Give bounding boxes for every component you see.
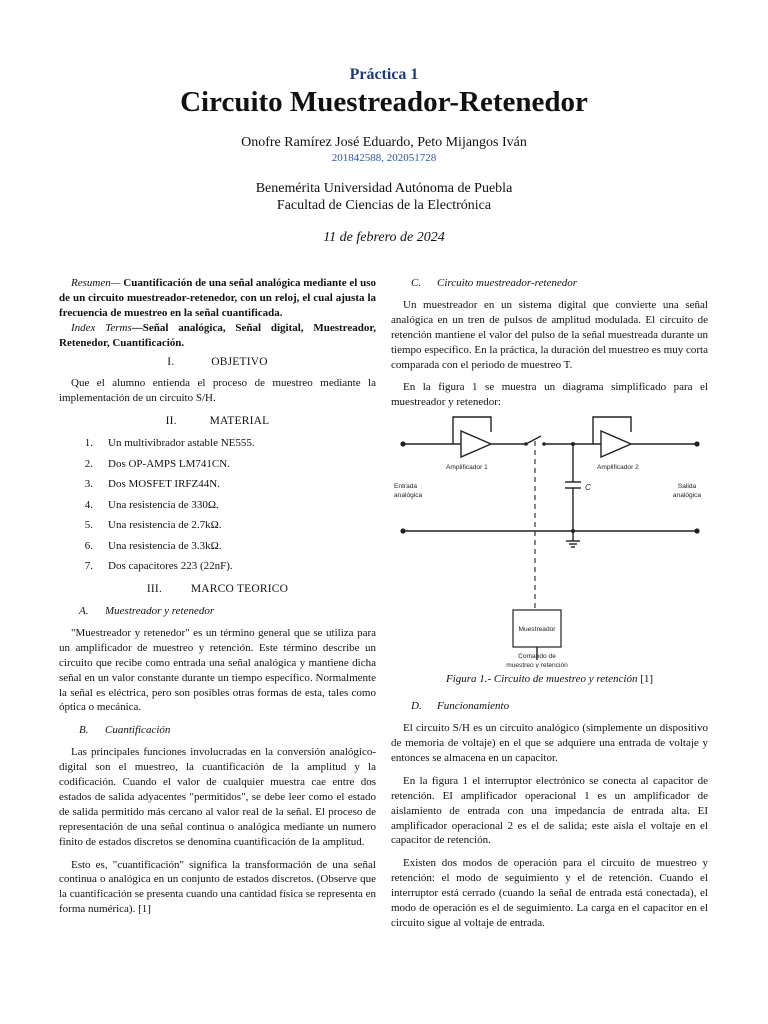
subsection-title: Circuito muestreador-retenedor [437, 277, 578, 289]
figure-caption [391, 672, 708, 687]
list-item-number: 6. [84, 539, 93, 552]
funcionamiento-text-2: En la figura 1 el interruptor electrónico se conecta al capacitor de retención. EI amplificador operacional 1 es un amplificador de aislamiento de entrada con una impedancia de entrada alta. EI amplificador operacional 2 es el de salida; este aísla el voltaje en el capacitor de retención. [391, 774, 708, 847]
list-item-text: Una resistencia de 330Ω. [108, 498, 219, 511]
right-column [391, 276, 708, 939]
list-item [59, 498, 376, 513]
list-item [59, 559, 376, 574]
amp1-label: Amplificador 1 [446, 464, 488, 472]
section-number: III. [146, 583, 163, 596]
amp2-feedback [593, 417, 631, 444]
page-title: Circuito Muestreador-Retenedor [180, 86, 588, 118]
abstract-label: Resumen— [71, 277, 121, 289]
ground-terminal-right [694, 529, 699, 534]
input-label-line2: analógica [394, 492, 423, 500]
list-item-number: 3. [84, 478, 93, 491]
list-item-number: 5. [84, 519, 93, 532]
sampler-label: Muestreador [518, 626, 556, 634]
muestreador-text: "Muestreador y retenedor" es un término general que se utiliza para un amplificador de muestreo y retención. Este término describe un circuito que recibe como entrada una señal analógica y mantiene dicha señal en un valor constante durante un tiempo específico. Normalmente la señal es eléctrica, pero son posibles otras formas de esta, tales como óptica o mecánica. [59, 626, 376, 714]
funcionamiento-text-3: Existen dos modos de operación para el circuito de muestreo y retención: el modo de seguimiento y el de retención. Cuando el interruptor está cerrado (cuando la señal de entrada está conectada), el modo de operación es el de seguimiento. La carga en el capacitor en el circuito sigue al voltaje de entrada. [391, 857, 708, 929]
index-terms [59, 321, 376, 351]
authors: Onofre Ramírez José Eduardo, Peto Mijangos Iván [241, 135, 527, 150]
subsection-title: Funcionamiento [437, 700, 510, 713]
left-column [59, 276, 376, 925]
list-item [59, 477, 376, 492]
funcionamiento-text-1: El circuito S/H es un circuito analógico (simplemente un dispositivo de memoria de voltaje) en el que se adquiere una entrada de voltaje y entonces se almacena en un capacitor. [391, 722, 708, 764]
output-label-line1: Salida [677, 483, 697, 491]
list-item-number: 1. [84, 437, 93, 450]
list-item [59, 436, 376, 451]
output-terminal [694, 442, 699, 447]
ground-node [571, 529, 575, 533]
amp2-label: Amplificador 2 [597, 464, 639, 472]
switch-contact [542, 442, 546, 446]
list-item-text: Dos capacitores 223 (22nF). [108, 560, 233, 573]
subsection-number: D. [411, 700, 422, 713]
figure-1 [391, 414, 708, 668]
list-item [59, 518, 376, 533]
subsection-number: A. [79, 604, 89, 617]
index-terms-label: Index Terms [71, 321, 132, 334]
capacitor-label: C [585, 483, 591, 493]
section-title: MARCO TEORICO [190, 583, 289, 596]
subsection-title: Cuantificación [105, 724, 171, 737]
cuantificacion-text-2: Esto es, "cuantificación" significa la transformación de una señal continua o analógica en un conjunto de estados discretos. (Observe que la cuantificación se presenta cuando una cantidad física se representa en forma numérica). [1] [59, 858, 377, 916]
capacitor-node [571, 442, 575, 446]
caption-reference: [1] [637, 673, 654, 686]
cuantificacion-text-1: Las principales funciones involucradas en la conversión analógico-digital son el muestreo, la cuantificación de la amplitud y la codificación. Cuando el valor de cualquier muestra cae entre dos estados de salida adyacentes "permitidos", se debe leer como el estado de salida permitido más cercano al valor real de la señal. El proceso de representación de una señal continua o analógica mediante un numero finito de estados discretos se denomina cuantificación de la amplitud. [59, 746, 376, 848]
subsection-b-heading [59, 723, 376, 738]
subsection-title: Muestreador y retenedor [105, 604, 215, 617]
caption-text: Figura 1.- Circuito de muestreo y retención [445, 673, 638, 686]
output-label-line2: analógica [672, 492, 702, 500]
amp2-symbol [601, 431, 631, 457]
material-list [59, 436, 376, 574]
input-label-line1: Entrada [394, 483, 418, 491]
subsection-number: B. [79, 724, 89, 737]
institution: Benemérita Universidad Autónoma de Puebla [255, 181, 513, 196]
section-title: MATERIAL [209, 415, 270, 428]
list-item-text: Dos OP-AMPS LM741CN. [108, 457, 230, 470]
section-objetivo-heading [59, 355, 376, 370]
practice-number: Práctica 1 [349, 66, 419, 83]
list-item-text: Una resistencia de 2.7kΩ. [108, 519, 222, 532]
section-number: I. [167, 355, 175, 368]
ground-terminal-left [400, 529, 405, 534]
subsection-a-heading [59, 604, 376, 619]
objetivo-text: Que el alumno entienda el proceso de muestreo mediante la implementación de un circuito S/H. [59, 377, 376, 405]
list-item-number: 7. [84, 560, 93, 573]
section-material-heading [59, 414, 376, 429]
input-terminal [400, 442, 405, 447]
circuito-text-1: Un muestreador en un sistema digital que convierte una señal analógica en un tren de pulsos de amplitud modulada. El circuito de retención mantiene el valor del pulso de la señal muestreada durante un tiempo específico. En la práctica, la duración del muestreo es muy corta comparada con el periodo de muestreo T. [391, 298, 708, 371]
list-item-number: 4. [84, 498, 93, 511]
amp1-symbol [461, 431, 491, 457]
list-item-text: Un multivibrador astable NE555. [108, 437, 255, 450]
list-item [59, 457, 376, 472]
date: 11 de febrero de 2024 [323, 230, 445, 245]
switch-pivot [524, 442, 528, 446]
list-item-number: 2. [84, 457, 93, 470]
abstract [59, 276, 376, 321]
command-label-line1: Comando de [518, 653, 556, 661]
section-marco-heading [59, 582, 376, 597]
abstract-text: Cuantificación de una señal analógica mediante el uso de un circuito muestreador-retenedor, con un reloj, el cual ajusta la frecuencia de muestreo en la señal cuantificada. [59, 277, 376, 319]
circuito-text-2: En la figura 1 se muestra un diagrama simplificado para el muestreador y retenedor: [391, 381, 708, 409]
list-item-text: Una resistencia de 3.3kΩ. [108, 539, 222, 552]
subsection-number: C. [411, 277, 422, 289]
index-terms-text: —Señal analógica, Señal digital, Muestreador, Retenedor, Cuantificación. [59, 321, 376, 349]
section-number: II. [165, 415, 177, 428]
subsection-c-heading [391, 276, 708, 291]
subsection-d-heading [391, 699, 708, 714]
amp1-feedback [453, 417, 491, 444]
section-title: OBJETIVO [211, 355, 268, 368]
command-label-line2: muestreo y retención [506, 662, 568, 669]
sample-hold-diagram [391, 414, 708, 668]
list-item [59, 539, 376, 554]
student-ids: 201842588, 202051728 [331, 152, 437, 164]
list-item-text: Dos MOSFET IRFZ44N. [108, 478, 220, 491]
switch-blade [526, 436, 541, 444]
faculty: Facultad de Ciencias de la Electrónica [276, 198, 492, 213]
